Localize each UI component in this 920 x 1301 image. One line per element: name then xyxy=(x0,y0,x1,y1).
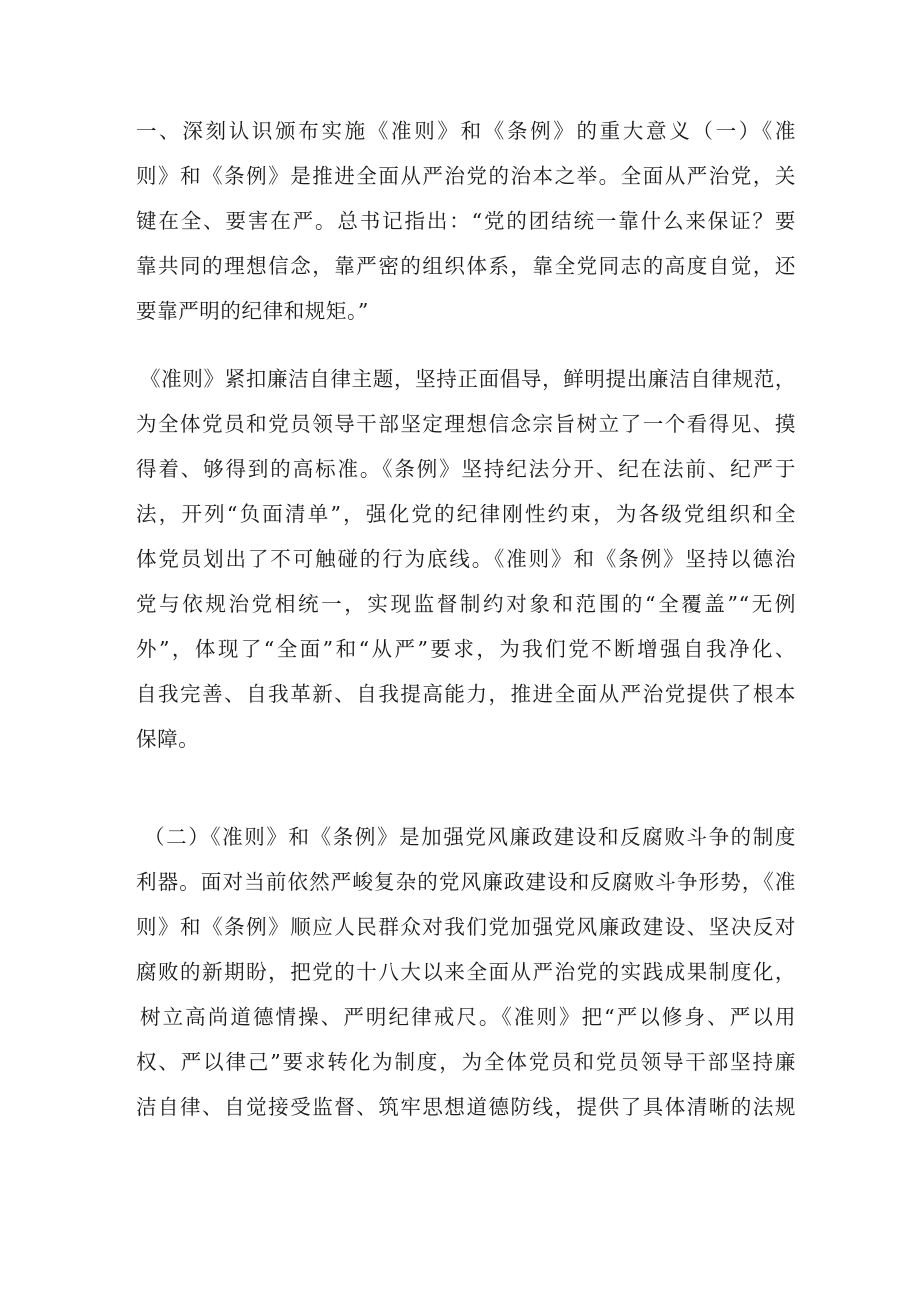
text-line: 键在全、要害在严。总书记指出：“党的团结统一靠什么来保证？要 xyxy=(136,209,796,233)
text-line: 洁自律、自觉接受监督、筑牢思想道德防线，提供了具体清晰的法规 xyxy=(136,1095,796,1119)
text-line: 则》和《条例》是推进全面从严治党的治本之举。全面从严治党，关 xyxy=(136,164,796,188)
text-line: 得着、够得到的高标准。《条例》坚持纪法分开、纪在法前、纪严于 xyxy=(136,457,796,481)
text-line: 腐败的新期盼，把党的十八大以来全面从严治党的实践成果制度化， xyxy=(136,960,796,984)
text-line: 自我完善、自我革新、自我提高能力，推进全面从严治党提供了根本 xyxy=(136,682,796,706)
text-line: 为全体党员和党员领导干部坚定理想信念宗旨树立了一个看得见、摸 xyxy=(136,412,796,436)
text-line: 法，开列“负面清单”，强化党的纪律刚性约束，为各级党组织和全 xyxy=(136,502,796,526)
paragraph-guidelines xyxy=(136,357,796,762)
text-line: 树立高尚道德情操、严明纪律戒尺。《准则》把“严以修身、严以用 xyxy=(140,1005,796,1029)
text-line: 要靠严明的纪律和规矩。” xyxy=(136,299,369,323)
text-line: 外”，体现了“全面”和“从严”要求，为我们党不断增强自我净化、 xyxy=(136,637,796,661)
text-line: 党与依规治党相统一，实现监督制约对象和范围的“全覆盖”“无例 xyxy=(136,592,796,616)
paragraph-significance-intro xyxy=(136,109,796,334)
text-line: 利器。面对当前依然严峻复杂的党风廉政建设和反腐败斗争形势，《准 xyxy=(136,870,796,894)
text-line: 则》和《条例》顺应人民群众对我们党加强党风廉政建设、坚决反对 xyxy=(136,915,796,939)
text-line: 体党员划出了不可触碰的行为底线。《准则》和《条例》坚持以德治 xyxy=(136,547,796,571)
text-line: 权、严以律己”要求转化为制度，为全体党员和党员领导干部坚持廉 xyxy=(136,1050,796,1074)
text-line: 一、深刻认识颁布实施《准则》和《条例》的重大意义（一）《准 xyxy=(136,119,796,143)
text-line: 靠共同的理想信念，靠严密的组织体系，靠全党同志的高度自觉，还 xyxy=(136,254,796,278)
text-line: （二）《准则》和《条例》是加强党风廉政建设和反腐败斗争的制度 xyxy=(144,825,796,849)
text-line: 《准则》紧扣廉洁自律主题，坚持正面倡导，鲜明提出廉洁自律规范， xyxy=(140,367,796,391)
paragraph-institutional-tool xyxy=(136,815,796,1130)
text-line: 保障。 xyxy=(136,727,200,751)
